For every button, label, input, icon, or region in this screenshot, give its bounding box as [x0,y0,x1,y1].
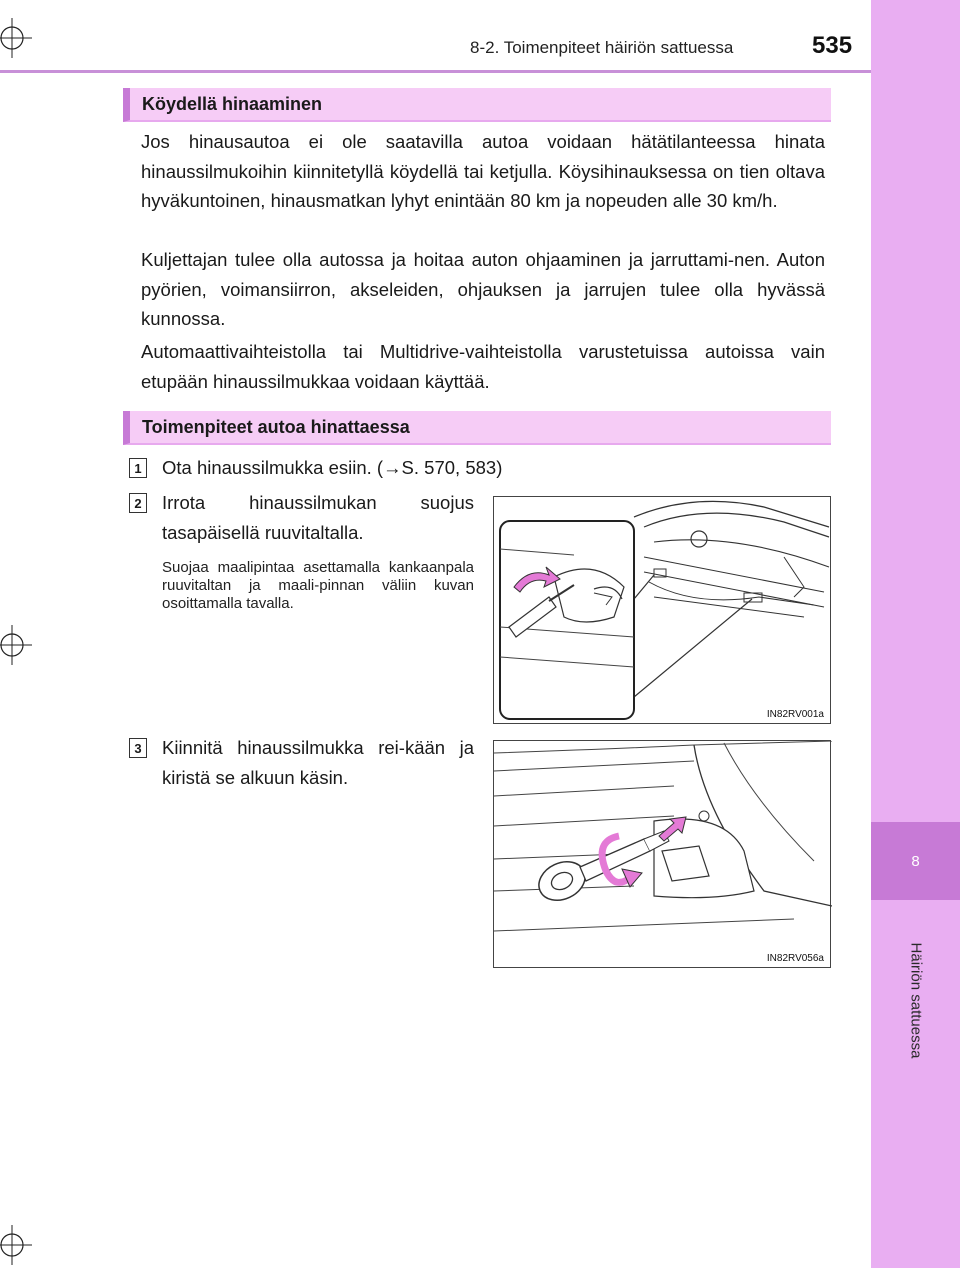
page-number: 535 [812,32,853,59]
chapter-tab-top [871,0,960,822]
chapter-title-tab[interactable] [871,910,960,1090]
step-number-3: 3 [129,738,147,758]
registration-mark-bottom-left [0,1225,32,1265]
paragraph-driver-requirements: Kuljettajan tulee olla autossa ja hoitaa auton ohjaaminen ja jarruttami-nen. Auton pyörien, voimansiirron, akseleiden, ohjauksen ja jarrujen tulee olla hyvässä kunnossa. [141,249,825,329]
step-number-1: 1 [129,458,147,478]
step-number-2: 2 [129,493,147,513]
section-heading-rope-towing: Köydellä hinaaminen [123,88,831,122]
illustration-eyelet-install [494,741,832,969]
figure-attach-eyelet [493,740,831,968]
running-header: 8-2. Toimenpiteet häiriön sattuessa [470,38,734,57]
figure-remove-cover [493,496,831,724]
step-text-3: Kiinnitä hinaussilmukka rei-kään ja kiristä se alkuun käsin. [162,737,474,788]
illustration-screwdriver-cover [494,497,832,725]
step-text-2: Irrota hinaussilmukan suojus tasapäisellä ruuvitaltalla. [162,492,474,543]
registration-mark-top-left [0,18,32,58]
section-heading-towing-procedure: Toimenpiteet autoa hinattaessa [123,411,831,445]
figure-code-1: IN82RV001a [766,709,824,720]
step-note-2: Suojaa maalipintaa asettamalla kankaanpala ruuvitaltan ja maali-pinnan väliin kuvan osoittamalla tavalla. [162,559,474,612]
registration-mark-mid-left [0,625,32,665]
step-text-1: Ota hinaussilmukka esiin. (→S. 570, 583) [162,457,503,478]
paragraph-towing-conditions: Jos hinausautoa ei ole saatavilla autoa voidaan hätätilanteessa hinata hinaussilmukoihin kiinnitetyllä köydellä tai ketjulla. Köysihinauksessa on tien oltava hyväkuntoinen, hinausmatkan lyhyt enintään 80 km ja nopeuden alle 30 km/h. [141,131,825,211]
header-rule [0,70,871,73]
chapter-number[interactable]: 8 [871,822,960,900]
paragraph-transmission-note: Automaattivaihteistolla tai Multidrive-vaihteistolla varustetuissa autoissa vain etupään hinaussilmukkaa voidaan käyttää. [141,341,825,392]
figure-code-2: IN82RV056a [766,953,824,964]
chapter-title: Häiriön sattuessa [907,942,924,1058]
